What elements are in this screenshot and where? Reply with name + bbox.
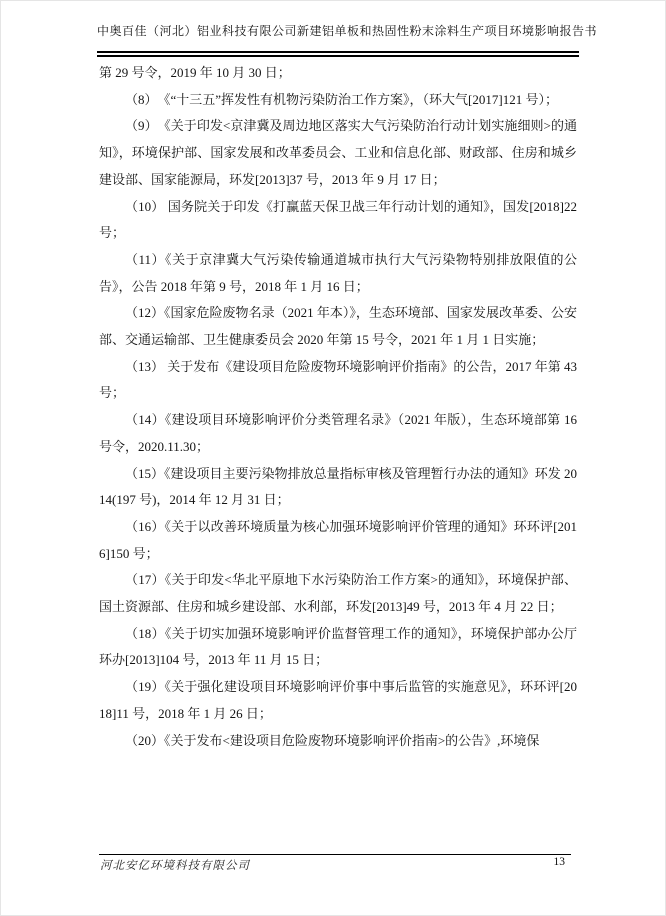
paragraph: （18）《关于切实加强环境影响评价监督管理工作的通知》，环境保护部办公厅环办[2013]104 号，2013 年 11 月 15 日； [99,625,577,668]
paragraph: （20）《关于发布<建设项目危险废物环境影响评价指南>的公告》,环境保 [125,732,540,748]
paragraph: （19）《关于强化建设项目环境影响评价事中事后监管的实施意见》，环环评[2018]11 号，2018 年 1 月 26 日； [99,679,577,721]
page-header-title: 中奥百佳（河北）铝业科技有限公司新建铝单板和热固性粉末涂料生产项目环境影响报告书 [97,24,598,38]
paragraph: （11）《关于京津冀大气污染传输通道城市执行大气污染物特别排放限值的公告》，公告 2018 年第 9 号，2018 年 1 月 16 日； [99,251,577,294]
paragraph: 第 29 号令，2019 年 10 月 30 日； [99,65,291,80]
paragraph: （12）《国家危险废物名录（2021 年本）》，生态环境部、国家发展改革委、公安部、交通运输部、卫生健康委员会 2020 年第 15 号令，2021 年 1 月 1 日实施； [99,305,577,348]
page-number: 13 [553,856,565,868]
paragraph: （9） 《关于印发<京津冀及周边地区落实大气污染防治行动计划实施细则>的通知》，环境保护部、国家发展和改革委员会、工业和信息化部、财政部、住房和城乡建设部、国家能源局，环发[2013]37 号，2013 年 9 月 17 日； [99,118,577,187]
header-double-rule [97,51,579,57]
paragraph: （8） 《“十三五”挥发性有机物污染防治工作方案》，（环大气[2017]121 号）； [125,91,558,107]
document-body [99,60,577,754]
paragraph: （17）《关于印发<华北平原地下水污染防治工作方案>的通知》，环境保护部、国土资源部、住房和城乡建设部、水利部，环发[2013]49 号，2013 年 4 月 22 日； [99,572,577,615]
footer-company-name: 河北安亿环境科技有限公司 [100,860,250,872]
paragraph: （15）《建设项目主要污染物排放总量指标审核及管理暂行办法的通知》环发 2014(197 号)，2014 年 12 月 31 日； [99,465,577,508]
paragraph: （16）《关于以改善环境质量为核心加强环境影响评价管理的通知》环环评[2016]150 号； [99,518,577,561]
paragraph: （13） 关于发布《建设项目危险废物环境影响评价指南》的公告，2017 年第 43 号； [99,358,577,401]
paragraph: （10） 国务院关于印发《打赢蓝天保卫战三年行动计划的通知》，国发[2018]22 号； [99,198,577,241]
paragraph: （14）《建设项目环境影响评价分类管理名录》（2021 年版），生态环境部第 16 号令，2020.11.30； [99,412,577,454]
